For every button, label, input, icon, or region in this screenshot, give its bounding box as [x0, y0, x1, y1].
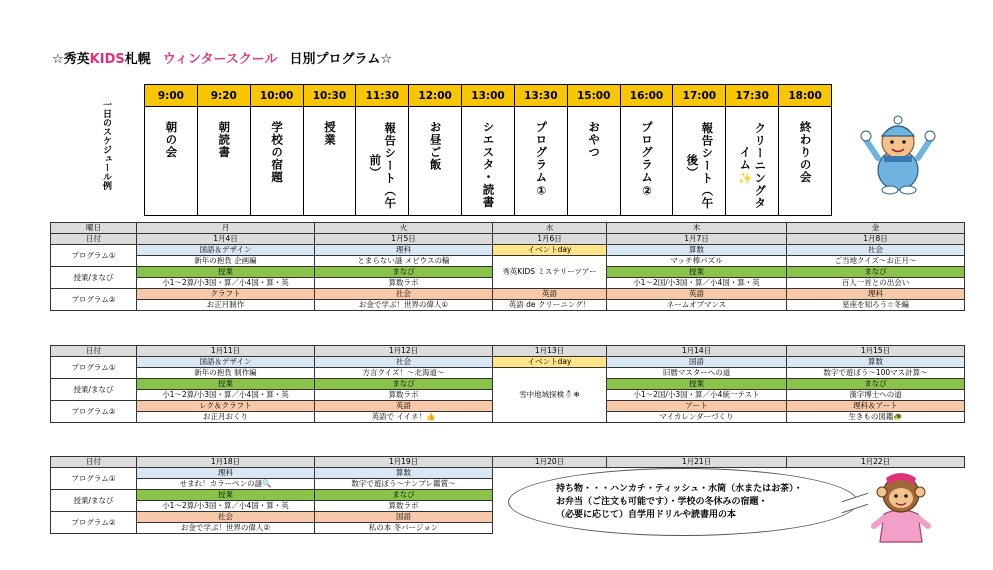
time-cell: 17:00	[673, 85, 726, 107]
schedule-label: 一日のスケジュール例	[101, 100, 111, 190]
category-cell: 英語	[493, 289, 607, 300]
activity-cell: 報告シート（午後）	[673, 107, 726, 216]
week2-table	[50, 345, 965, 423]
category-cell: レク＆クラフト	[137, 401, 315, 412]
title-cell: 小1～2算/小3国・算／小4国・算・英	[137, 501, 315, 512]
snow-mascot-icon	[858, 110, 938, 195]
category-cell: 社会	[315, 289, 493, 300]
title-cell: 方言クイズ！～北海道～	[315, 368, 493, 379]
time-cell: 10:30	[303, 85, 356, 107]
title-cell: お正月制作	[137, 300, 315, 311]
date-cell: 1月21日	[607, 457, 787, 468]
category-cell: 算数	[787, 357, 965, 368]
program1-label: プログラム①	[51, 245, 137, 267]
title-cell: 新年の抱負 制作編	[137, 368, 315, 379]
time-cell: 13:00	[462, 85, 515, 107]
title-cell: お金で学ぶ！世界の偉人②	[137, 523, 315, 534]
title-cell: とまらない謎 メビウスの輪	[315, 256, 493, 267]
time-cell: 17:30	[726, 85, 779, 107]
notice-line: （必要に応じて）自学用ドリルや読書用の本	[556, 510, 737, 520]
title-cell: ご当地クイズ～お正月～	[787, 256, 965, 267]
category-cell: 英語	[315, 401, 493, 412]
date-label: 日付	[51, 346, 137, 357]
date-cell: 1月19日	[315, 457, 493, 468]
title-cell: 数字で遊ぼう～ナンプレ鑑賞～	[315, 479, 493, 490]
category-cell: まなび	[315, 379, 493, 390]
category-cell: 理科	[787, 289, 965, 300]
category-cell: まなび	[787, 379, 965, 390]
activity-cell: 報告シート（午前）	[356, 107, 409, 216]
category-cell: 算数	[315, 468, 493, 479]
title-cell: 小1～2算/小3国・算／小4国・算・英	[137, 390, 315, 401]
category-cell: 英語	[607, 289, 787, 300]
week1-table	[50, 222, 965, 311]
category-cell: 理科	[315, 245, 493, 256]
category-cell: 国語	[607, 357, 787, 368]
activity-cell: お昼ご飯	[409, 107, 462, 216]
time-cell: 9:20	[197, 85, 250, 107]
title-cell: 数字で遊ぼう～100マス計算～	[787, 368, 965, 379]
category-cell: 社会	[137, 512, 315, 523]
category-cell: 授業	[607, 267, 787, 278]
time-cell: 12:00	[409, 85, 462, 107]
date-label: 日付	[51, 234, 137, 245]
category-cell: 国語＆デザイン	[137, 245, 315, 256]
category-cell: 算数	[607, 245, 787, 256]
category-cell: 授業	[137, 490, 315, 501]
date-cell: 1月20日	[493, 457, 607, 468]
category-cell: 授業	[137, 267, 315, 278]
date-cell: 1月8日	[787, 234, 965, 245]
category-cell: 国語＆デザイン	[137, 357, 315, 368]
event-cell: 秀英KIDS ミステリーツアー	[493, 256, 607, 289]
category-cell: まなび	[787, 267, 965, 278]
date-label: 日付	[51, 457, 137, 468]
time-cell: 10:00	[250, 85, 303, 107]
title-cell: マイカレンダーづくり	[607, 412, 787, 423]
date-cell: 1月18日	[137, 457, 315, 468]
title-cell: 新年の抱負 企画編	[137, 256, 315, 267]
title-cell: ネームオブマンス	[607, 300, 787, 311]
event-cell: 雪中地域探検⛄❄	[493, 368, 607, 423]
date-cell: 1月11日	[137, 346, 315, 357]
activity-cell: おやつ	[567, 107, 620, 216]
day-cell: 木	[607, 223, 787, 234]
time-cell: 18:00	[779, 85, 832, 107]
activity-cell: プログラム②	[620, 107, 673, 216]
title-cell: 漢字博士への道	[787, 390, 965, 401]
title-cell: 算数ラボ	[315, 390, 493, 401]
study-label: 授業/まなび	[51, 490, 137, 512]
category-cell: 社会	[787, 245, 965, 256]
category-cell: 理科	[137, 468, 315, 479]
date-cell: 1月12日	[315, 346, 493, 357]
date-cell: 1月7日	[607, 234, 787, 245]
title-cell: 星座を知ろう☆冬編	[787, 300, 965, 311]
category-cell: 授業	[607, 379, 787, 390]
time-cell: 9:00	[145, 85, 198, 107]
day-cell: 火	[315, 223, 493, 234]
day-cell: 水	[493, 223, 607, 234]
title-cell: お金で学ぶ！世界の偉人①	[315, 300, 493, 311]
date-cell: 1月6日	[493, 234, 607, 245]
title-cell: 百人一首との出会い	[787, 278, 965, 289]
notice-line: お弁当（ご注文も可能です）・学校の冬休みの宿題・	[556, 497, 768, 507]
program2-label: プログラム②	[51, 512, 137, 534]
category-cell: まなび	[315, 490, 493, 501]
belongings-notice	[556, 483, 846, 522]
category-cell: まなび	[315, 267, 493, 278]
title-cell: 私の本 冬バージョン	[315, 523, 493, 534]
monkey-mascot-icon	[866, 466, 936, 546]
title-cell: 英語 de クリーニング！	[493, 300, 607, 311]
title-cell: 算数ラボ	[315, 501, 493, 512]
category-cell: 国語	[315, 512, 493, 523]
program2-label: プログラム②	[51, 401, 137, 423]
event-category-cell: イベントday	[493, 245, 607, 256]
title-cell: 小1～2算/小3国・算／小4国・算・英	[137, 278, 315, 289]
category-cell: 授業	[137, 379, 315, 390]
activity-cell: プログラム①	[514, 107, 567, 216]
day-cell: 金	[787, 223, 965, 234]
title-cell: 旧暦マスターへの道	[607, 368, 787, 379]
time-cell: 15:00	[567, 85, 620, 107]
daily-schedule-table	[144, 84, 832, 216]
activity-cell: 学校の宿題	[250, 107, 303, 216]
activity-cell: シエスタ・読書	[462, 107, 515, 216]
title-cell: マッチ棒パズル	[607, 256, 787, 267]
activity-cell: 終わりの会	[779, 107, 832, 216]
title-cell: 英語で イイネ！👍	[315, 412, 493, 423]
date-cell: 1月14日	[607, 346, 787, 357]
title-cell: お正月おくり	[137, 412, 315, 423]
category-cell: 理科＆アート	[787, 401, 965, 412]
study-label: 授業/まなび	[51, 267, 137, 289]
category-cell: アート	[607, 401, 787, 412]
program1-label: プログラム①	[51, 357, 137, 379]
time-cell: 13:30	[514, 85, 567, 107]
title-cell: 算数ラボ	[315, 278, 493, 289]
activity-cell: 授業	[303, 107, 356, 216]
notice-line: 持ち物・・・ハンカチ・ティッシュ・水筒（水またはお茶）・	[556, 484, 803, 494]
program2-label: プログラム②	[51, 289, 137, 311]
category-cell: クラフト	[137, 289, 315, 300]
program1-label: プログラム①	[51, 468, 137, 490]
date-cell: 1月5日	[315, 234, 493, 245]
title-cell: 小1～2国/小3国・算／小4国・算・英	[607, 278, 787, 289]
event-category-cell: イベントday	[493, 357, 607, 368]
day-label: 曜日	[51, 223, 137, 234]
time-cell: 11:30	[356, 85, 409, 107]
activity-cell: 朝の会	[145, 107, 198, 216]
date-cell: 1月13日	[493, 346, 607, 357]
date-cell: 1月22日	[787, 457, 965, 468]
category-cell: 社会	[315, 357, 493, 368]
date-cell: 1月4日	[137, 234, 315, 245]
activity-cell: クリーニングタイム✨	[726, 107, 779, 216]
date-cell: 1月15日	[787, 346, 965, 357]
page-title: ☆秀英KIDS札幌 ウィンタースクール 日別プログラム☆	[52, 52, 393, 67]
time-cell: 16:00	[620, 85, 673, 107]
title-cell: 小1～2国/小3国・算／小4統一テスト	[607, 390, 787, 401]
day-cell: 月	[137, 223, 315, 234]
activity-cell: 朝読書	[197, 107, 250, 216]
title-cell: 生きもの図鑑🐢	[787, 412, 965, 423]
title-cell: せまれ！カラーペンの謎🔍	[137, 479, 315, 490]
study-label: 授業/まなび	[51, 379, 137, 401]
